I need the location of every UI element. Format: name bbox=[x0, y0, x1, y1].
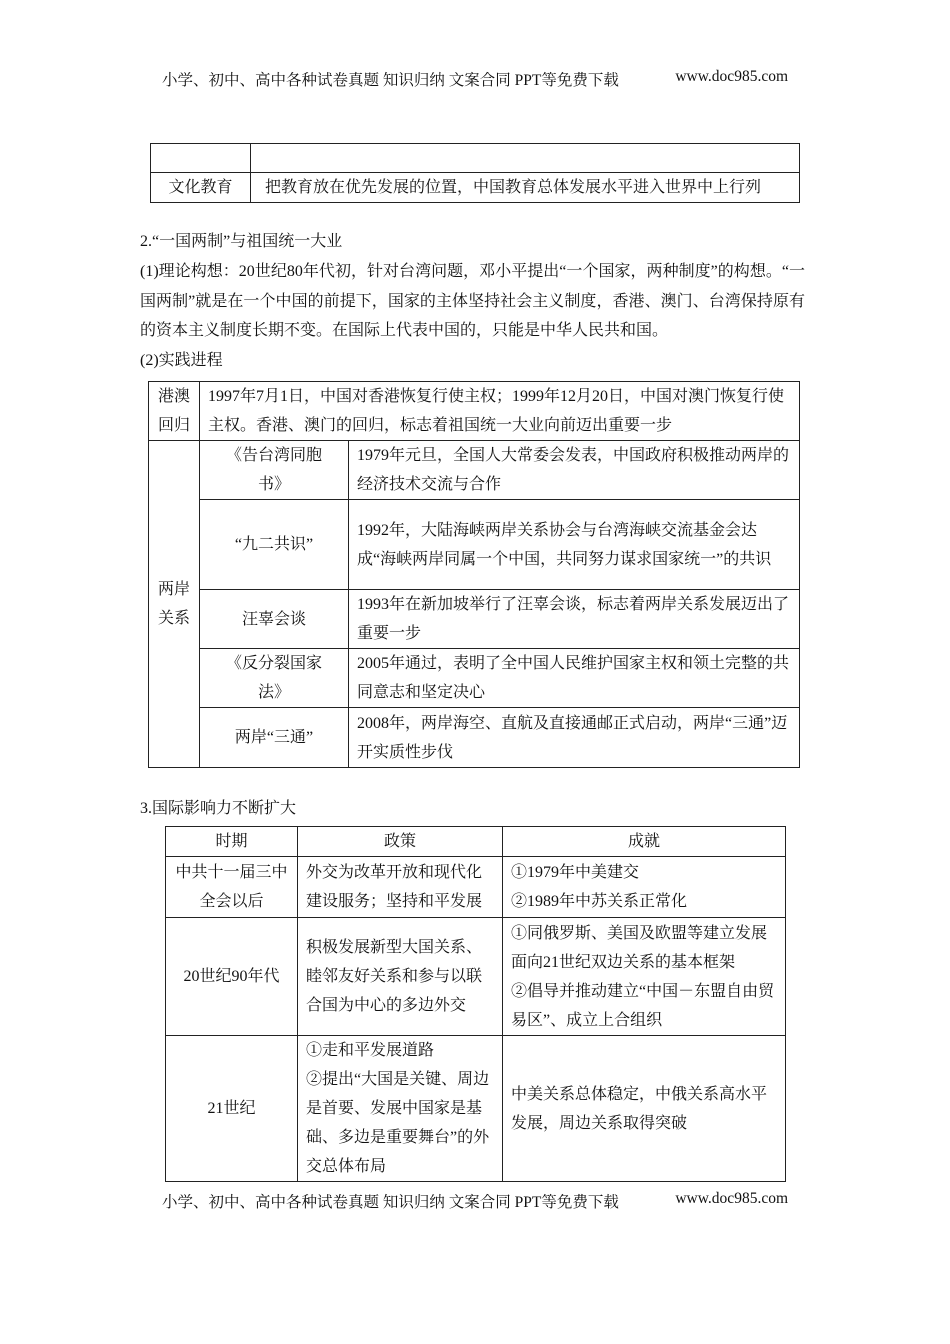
hk-macau-content: 1997年7月1日，中国对香港恢复行使主权；1999年12月20日，中国对澳门恢复行使主权。香港、澳门的回归，标志着祖国统一大业向前迈出重要一步 bbox=[200, 382, 800, 441]
table-row bbox=[149, 500, 800, 590]
table-row bbox=[149, 441, 800, 500]
section-2-heading: 2.“一国两制”与祖国统一大业 bbox=[140, 233, 343, 250]
table-header-row bbox=[166, 827, 786, 857]
page-footer bbox=[162, 1190, 788, 1212]
event-name: 《反分裂国家法》 bbox=[200, 649, 349, 708]
event-name: 两岸“三通” bbox=[200, 708, 349, 768]
achievement-item: ①1979年中美建交 bbox=[511, 864, 640, 881]
row-content bbox=[251, 144, 800, 173]
header-text: 小学、初中、高中各种试卷真题 知识归纳 文案合同 PPT等免费下载 bbox=[162, 72, 619, 89]
policy-item: ②提出“大国是关键、周边是首要、发展中国家是基础、多边是重要舞台”的外交总体布局 bbox=[306, 1071, 490, 1175]
row-content: 把教育放在优先发展的位置，中国教育总体发展水平进入世界中上行列 bbox=[251, 173, 800, 203]
event-desc: 1992年，大陆海峡两岸关系协会与台湾海峡交流基金会达成“海峡两岸同属一个中国，共同努力谋求国家统一”的共识 bbox=[349, 500, 800, 590]
row-label: 文化教育 bbox=[151, 173, 251, 203]
event-name: “九二共识” bbox=[200, 500, 349, 590]
table-row bbox=[166, 918, 786, 1036]
policy-item: ①走和平发展道路 bbox=[306, 1042, 435, 1059]
period: 中共十一届三中全会以后 bbox=[166, 857, 298, 918]
achievement-item: ①同俄罗斯、美国及欧盟等建立发展面向21世纪双边关系的基本框架 bbox=[511, 924, 768, 971]
achievement: 中美关系总体稳定，中俄关系高水平发展，周边关系取得突破 bbox=[503, 1036, 786, 1182]
event-name: 汪辜会谈 bbox=[200, 590, 349, 649]
column-header: 政策 bbox=[298, 827, 503, 857]
column-header: 成就 bbox=[503, 827, 786, 857]
cross-strait-label: 两岸关系 bbox=[149, 441, 200, 768]
event-desc: 2005年通过，表明了全中国人民维护国家主权和领土完整的共同意志和坚定决心 bbox=[349, 649, 800, 708]
footer-url: www.doc985.com bbox=[675, 1190, 788, 1207]
table-row bbox=[149, 590, 800, 649]
footer-text: 小学、初中、高中各种试卷真题 知识归纳 文案合同 PPT等免费下载 bbox=[162, 1194, 619, 1211]
theory-paragraph: (1)理论构想：20世纪80年代初，针对台湾问题，邓小平提出“一个国家，两种制度”的构想。“一国两制”就是在一个中国的前提下，国家的主体坚持社会主义制度，香港、澳门、台湾保持原有的资本主义制度长期不变。在国际上代表中国的，只能是中华人民共和国。 bbox=[140, 263, 805, 339]
policy bbox=[298, 1036, 503, 1182]
row-label bbox=[151, 144, 251, 173]
policy: 外交为改革开放和现代化建设服务；坚持和平发展 bbox=[298, 857, 503, 918]
achievement-item: ②1989年中苏关系正常化 bbox=[511, 893, 688, 910]
event-name: 《告台湾同胞书》 bbox=[200, 441, 349, 500]
page-header bbox=[162, 68, 788, 90]
table-row bbox=[166, 1036, 786, 1182]
table-unification bbox=[148, 381, 800, 768]
table-row bbox=[151, 173, 800, 203]
table-row bbox=[151, 144, 800, 173]
header-url: www.doc985.com bbox=[675, 68, 788, 85]
achievement-item: ②倡导并推动建立“中国－东盟自由贸易区”、成立上合组织 bbox=[511, 982, 775, 1029]
table-row bbox=[149, 649, 800, 708]
practice-heading: (2)实践进程 bbox=[140, 352, 223, 369]
hk-macau-label: 港澳回归 bbox=[149, 382, 200, 441]
event-desc: 2008年，两岸海空、直航及直接通邮正式启动，两岸“三通”迈开实质性步伐 bbox=[349, 708, 800, 768]
policy: 积极发展新型大国关系、睦邻友好关系和参与以联合国为中心的多边外交 bbox=[298, 918, 503, 1036]
achievement bbox=[503, 857, 786, 918]
event-desc: 1993年在新加坡举行了汪辜会谈，标志着两岸关系发展迈出了重要一步 bbox=[349, 590, 800, 649]
column-header: 时期 bbox=[166, 827, 298, 857]
section-3-heading: 3.国际影响力不断扩大 bbox=[140, 800, 297, 817]
table-culture bbox=[150, 143, 800, 203]
achievement bbox=[503, 918, 786, 1036]
table-row bbox=[149, 708, 800, 768]
event-desc: 1979年元旦，全国人大常委会发表，中国政府积极推动两岸的经济技术交流与合作 bbox=[349, 441, 800, 500]
table-diplomacy bbox=[165, 826, 786, 1182]
table-row bbox=[166, 857, 786, 918]
table-row bbox=[149, 382, 800, 441]
period: 21世纪 bbox=[166, 1036, 298, 1182]
period: 20世纪90年代 bbox=[166, 918, 298, 1036]
